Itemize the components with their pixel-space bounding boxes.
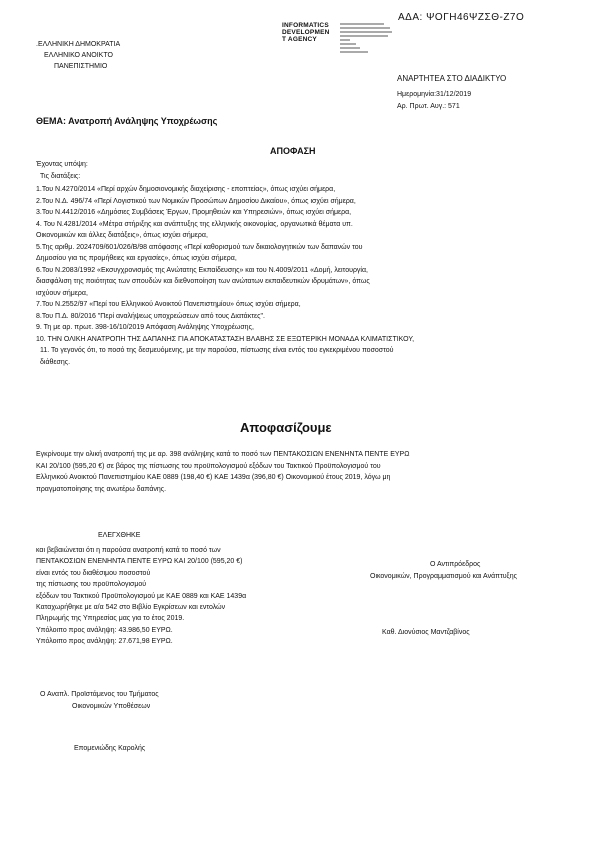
agency-line: INFORMATICS [282,22,329,29]
check-line: Πληρωμής της Υπηρεσίας μας για το έτος 2019. [36,615,185,623]
list-item: 6.Του Ν.2083/1992 «Εκσυγχρονισμός της Ανώτατης Εκπαίδευσης» και του Ν.4009/2011 «Δομή, λειτουργία, [36,266,368,274]
subject: ΘΕΜΑ: Ανατροπή Ανάληψης Υποχρέωσης [36,116,218,126]
agency-fine-print [340,22,400,61]
check-line: είναι εντός του διαθέσιμου ποσοστού [36,569,151,577]
decision-line: Ελληνικού Ανοικτού Πανεπιστημίου ΚΑΕ 0889 (198,40 €) ΚΑΕ 1439α (396,80 €) Οικονομικού έτους 2019, λόγω μη [36,474,391,481]
issuer-line: .ΕΛΛΗΝΙΚΗ ΔΗΜΟΚΡΑΤΙΑ [36,41,121,48]
check-title: ΕΛΕΓΧΘΗΚΕ [98,532,141,539]
check-line: της πίστωσης του προϋπολογισμού [36,581,147,589]
decision-line: ΚΑΙ 20/100 (595,20 €) σε βάρος της πίστωσης του προϋπολογισμού εξόδων του Τακτικού Προϋπολογισμού του [36,462,381,470]
list-item: 9. Τη με αρ. πρωτ. 398-16/10/2019 Απόφαση Ανάληψης Υποχρέωσης, [36,324,254,331]
decision-title: ΑΠΟΦΑΣΗ [270,146,316,156]
check-line: ΠΕΝΤΑΚΟΣΙΩΝ ΕΝΕΝΗΝΤΑ ΠΕΝΤΕ ΕΥΡΩ ΚΑΙ 20/100 (595,20 €) [36,558,243,566]
list-item: 3.Του Ν.4412/2016 «Δημόσιες Συμβάσεις Έργων, Προμηθειών και Υπηρεσιών», όπως ισχύει σήμερα, [36,209,352,216]
check-block [36,545,246,648]
posting-title: ΑΝΑΡΤΗΤΕΑ ΣΤΟ ΔΙΑΔΙΚΤΥΟ [397,74,507,83]
check-line: και βεβαιώνεται ότι η παρούσα ανατροπή κατά το ποσό των [36,547,221,554]
decision-line: πραγματοποίησης της ανωτέρω δαπάνης. [36,485,167,493]
check-line: Υπόλοιπο προς ανάληψη: 43.986,50 ΕΥΡΩ. [36,626,173,634]
signatory-title: Ο Αντιπρόεδρος [430,561,481,568]
list-item: διασφάλιση της ποιότητας των σπουδών και διεθνοποίηση των ανώτατων εκπαιδευτικών ιδρυμάτων», όπως [36,278,370,285]
ada-code: ΑΔΑ: ΨΟΓΗ46ΨΖΣΘ-Ζ7Ο [398,12,525,23]
list-item: 8.Του Π.Δ. 80/2016 "Περί αναλήψεως υποχρεώσεων από τους Διατάκτες". [36,312,265,320]
list-item: 4. Του Ν.4281/2014 «Μέτρα στήριξης και ανάπτυξης της ελληνικής οικονομίας, οργανωτικά θέματα υπ. [36,220,353,228]
list-item: 2.Του Ν.Δ. 496/74 «Περί Λογιστικού των Νομικών Προσώπων Δημοσίου Δικαίου», όπως ισχύει σήμερα, [36,197,356,205]
check-line: Υπόλοιπο προς ανάληψη: 27.671,98 ΕΥΡΩ. [36,638,173,646]
decision-line: Εγκρίνουμε την ολική ανατροπή της με αρ. 398 ανάληψης κατά το ποσό των ΠΕΝΤΑΚΟΣΙΩΝ ΕΝΕΝΗΝΤΑ ΠΕΝΤΕ ΕΥΡΩ [36,451,410,458]
issuer-line: ΠΑΝΕΠΙΣΤΗΜΙΟ [54,63,108,70]
check-line: εξόδων του Τακτικού Προϋπολογισμού με ΚΑΕ 0889 και ΚΑΕ 1439α [36,592,247,600]
list-item: 5.Της αριθμ. 2024709/601/026/Β/98 απόφασης «Περί καθορισμού των δικαιολογητικών των δαπανών του [36,243,363,251]
agency-logo [282,22,330,43]
head-of-dept-line: Ο Αναπλ. Προϊστάμενος του Τμήματος [40,691,159,698]
signatory-role: Οικονομικών, Προγραμματισμού και Ανάπτυξης [370,573,517,580]
decision-body [36,449,409,495]
list-item: Οικονομικών και άλλες διατάξεις», όπως ισχύει σήμερα, [36,232,208,239]
protocol-number: Αρ. Πρωτ. Αυγ.: 571 [397,103,460,110]
decide-title: Αποφασίζουμε [240,420,332,435]
provisions-list [36,184,414,368]
list-item: διάθεσης. [40,358,71,366]
list-item: Δημοσίου για τις προμήθειες και εργασίες», όπως ισχύει σήμερα, [36,255,237,262]
issuer-line: ΕΛΛΗΝΙΚΟ ΑΝΟΙΚΤΟ [44,52,113,59]
agency-fine-print-graphic [340,22,400,56]
list-item: ισχύουν σήμερα, [36,289,88,297]
check-line: Καταχωρήθηκε με α/α 542 στο Βιβλίο Εγκρίσεων και εντολών [36,604,226,612]
agency-line: T AGENCY [282,36,317,43]
list-item: 7.Του Ν.2552/97 «Περί του Ελληνικού Ανοικτού Πανεπιστημίου» όπως ισχύει σήμερα, [36,301,301,308]
considering-label: Έχοντας υπόψη: [36,161,88,168]
posting-date: Ημερομηνία:31/12/2019 [397,91,472,98]
officer-name: Επομενιώδης Καρολής [74,745,146,752]
list-item: 1.Του Ν.4270/2014 «Περί αρχών δημοσιονομικής διαχείρισης - εποπτείας», όπως ισχύει σήμερα, [36,186,336,193]
signatory-name: Καθ. Διονύσιος Μαντζαβίνος [382,629,470,636]
agency-line: DEVELOPMEN [282,29,330,36]
list-item: 11. Το γεγονός ότι, το ποσό της δεσμευόμενης, με την παρούσα, πίστωσης είναι εντός του εγκεκριμένου ποσοστού [40,347,394,354]
head-of-dept-line: Οικονομικών Υποθέσεων [72,703,151,710]
list-item: 10. ΤΗΝ ΟΛΙΚΗ ΑΝΑΤΡΟΠΗ ΤΗΣ ΔΑΠΑΝΗΣ ΓΙΑ ΑΠΟΚΑΤΑΣΤΑΣΗ ΒΛΑΒΗΣ ΣΕ ΕΞΩΤΕΡΙΚΗ ΜΟΝΑΔΑ ΚΛΙΜΑΤΙΣΤΙΚΟΥ, [36,335,415,343]
provisions-label: Τις διατάξεις: [40,173,81,180]
